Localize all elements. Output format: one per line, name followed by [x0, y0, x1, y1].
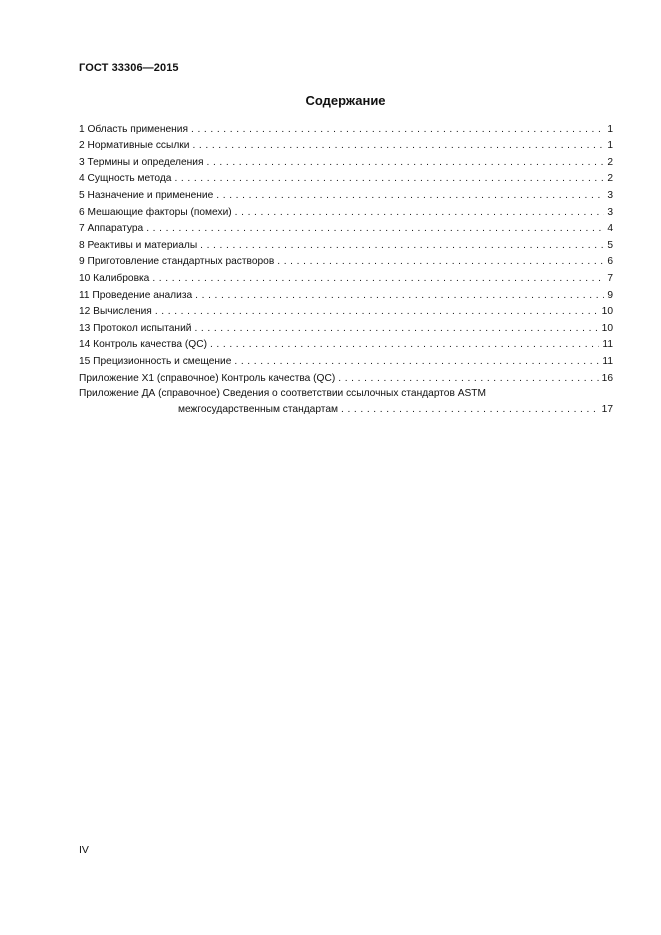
toc-entry-label: 4 Сущность метода	[79, 173, 172, 185]
toc-entry-label: 15 Прецизионность и смещение	[79, 355, 232, 367]
document-code: ГОСТ 33306—2015	[79, 62, 179, 74]
dot-leader	[192, 140, 604, 151]
dot-leader	[191, 124, 604, 135]
page-number: IV	[79, 844, 89, 856]
toc-entry-page: 10	[601, 306, 613, 318]
toc-entry-label: 10 Калибровка	[79, 272, 150, 284]
toc-entry-label: 9 Приготовление стандартных растворов	[79, 256, 275, 268]
toc-entry-label: 6 Мешающие факторы (помехи)	[79, 206, 232, 218]
toc-entry-label: 8 Реактивы и материалы	[79, 239, 198, 251]
toc-entry-label: 5 Назначение и применение	[79, 189, 214, 201]
toc-entry-label: 2 Нормативные ссылки	[79, 140, 190, 152]
toc-entry-label: Приложение X1 (справочное) Контроль качества (QC)	[79, 372, 336, 384]
toc-entry-page: 3	[607, 189, 613, 201]
table-of-contents	[79, 118, 613, 415]
dot-leader	[210, 339, 599, 350]
toc-entry-page: 1	[607, 140, 613, 152]
dot-leader	[235, 207, 605, 218]
toc-entry-page: 7	[607, 272, 613, 284]
dot-leader	[341, 404, 599, 415]
toc-entry[interactable]	[79, 118, 613, 135]
toc-entry-page: 11	[602, 355, 613, 367]
toc-entry-page: 5	[607, 239, 613, 251]
dot-leader	[216, 190, 604, 201]
toc-entry[interactable]	[79, 234, 613, 251]
toc-entry[interactable]	[79, 151, 613, 168]
dot-leader	[200, 240, 604, 251]
toc-entry[interactable]	[79, 350, 613, 367]
toc-entry[interactable]	[79, 135, 613, 152]
toc-entry-page: 16	[601, 372, 613, 384]
toc-entry-label: Приложение ДА (справочное) Сведения о соответствии ссылочных стандартов ASTM	[79, 387, 487, 399]
toc-entry-page: 6	[607, 256, 613, 268]
dot-leader	[155, 306, 599, 317]
toc-entry-page: 17	[601, 403, 613, 415]
toc-entry-page: 4	[607, 223, 613, 235]
toc-entry-page: 2	[607, 173, 613, 185]
toc-title: Содержание	[305, 93, 386, 108]
toc-entry-label: 13 Протокол испытаний	[79, 322, 192, 334]
dot-leader	[152, 273, 604, 284]
toc-entry[interactable]	[79, 301, 613, 318]
toc-entry-label: 7 Аппаратура	[79, 223, 144, 235]
toc-entry-label-continued: межгосударственным стандартам	[178, 403, 338, 415]
toc-entry-label: 14 Контроль качества (QC)	[79, 339, 207, 351]
toc-entry-appendix-da[interactable]	[79, 384, 613, 415]
dot-leader	[206, 157, 604, 168]
toc-entry[interactable]	[79, 334, 613, 351]
dot-leader	[338, 373, 598, 384]
dot-leader	[146, 223, 604, 234]
toc-entry-label: 3 Термины и определения	[79, 156, 204, 168]
dot-leader	[195, 290, 604, 301]
toc-entry[interactable]	[79, 168, 613, 185]
dot-leader	[277, 256, 604, 267]
toc-entry[interactable]	[79, 201, 613, 218]
toc-entry[interactable]	[79, 284, 613, 301]
toc-entry-label: 1 Область применения	[79, 123, 188, 135]
toc-entry-page: 10	[601, 322, 613, 334]
toc-entry-label: 11 Проведение анализа	[79, 289, 193, 301]
toc-entry-page: 11	[602, 339, 613, 351]
toc-entry[interactable]	[79, 218, 613, 235]
toc-entry-page: 2	[607, 156, 613, 168]
toc-entry[interactable]	[79, 367, 613, 384]
dot-leader	[174, 173, 604, 184]
dot-leader	[194, 323, 598, 334]
toc-entry-label: 12 Вычисления	[79, 306, 152, 318]
toc-entry[interactable]	[79, 267, 613, 284]
toc-entry-page: 3	[607, 206, 613, 218]
dot-leader	[234, 356, 599, 367]
toc-entry-page: 9	[607, 289, 613, 301]
toc-entry[interactable]	[79, 184, 613, 201]
toc-entry[interactable]	[79, 251, 613, 268]
toc-entry-page: 1	[607, 123, 613, 135]
toc-entry[interactable]	[79, 317, 613, 334]
